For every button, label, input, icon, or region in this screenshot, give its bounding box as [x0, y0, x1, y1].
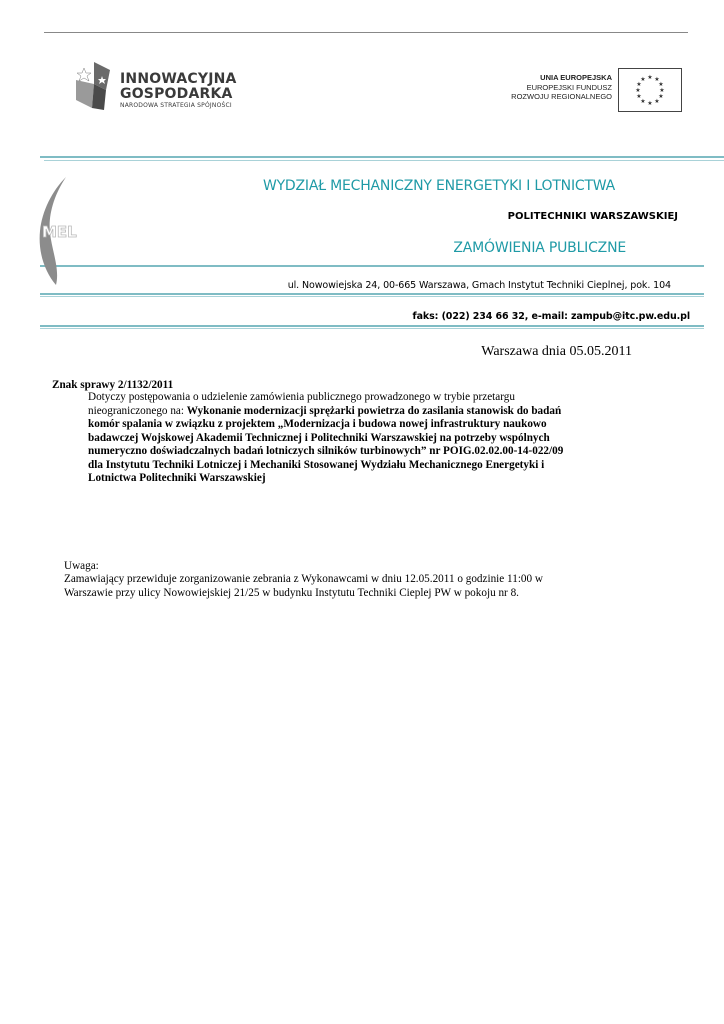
mel-logo-text: MEL: [42, 223, 77, 241]
svg-text:★: ★: [654, 76, 660, 83]
strategy-subtitle: NARODOWA STRATEGIA SPÓJNOŚCI: [120, 102, 232, 109]
contact-line: faks: (022) 234 66 32, e-mail: zampub@itc.pw.edu.pl: [412, 311, 690, 322]
mel-logo: [26, 175, 86, 287]
top-divider: [44, 32, 688, 33]
note-line-1: Zamawiający przewiduje zorganizowanie zebrania z Wykonawcami w dniu 12.05.2011 o godzinie 11:00 w: [64, 573, 543, 585]
svg-text:★: ★: [654, 98, 660, 105]
intro-line: Dotyczy postępowania o udzielenie zamówienia publicznego prowadzonego w trybie przetargu: [88, 391, 515, 403]
svg-text:★: ★: [635, 87, 641, 94]
svg-text:★: ★: [647, 100, 653, 107]
subject-line-2: komór spalania w związku z projektem „Modernizacja i budowa nowej infrastruktury naukowo: [88, 418, 547, 430]
subject-line-1: Wykonanie modernizacji sprężarki powietrza do zasilania stanowisk do badań: [186, 404, 562, 417]
svg-text:★: ★: [647, 74, 653, 81]
subject-line-5: dla Instytutu Techniki Lotniczej i Mechaniki Stosowanej Wydziału Mechanicznego Energetyki i: [88, 458, 545, 471]
svg-text:★: ★: [640, 98, 646, 105]
note-line-2: Warszawie przy ulicy Nowowiejskiej 21/25 w budynku Instytutu Techniki Cieplej PW w pokoju nr 8.: [64, 586, 519, 599]
header-rule-bottom: [40, 325, 704, 327]
svg-text:★: ★: [636, 93, 642, 100]
subject-line-6: Lotnictwa Politechniki Warszawskiej: [88, 472, 266, 484]
header-rule-bottom-thin: [40, 328, 704, 329]
university-name: POLITECHNIKI WARSZAWSKIEJ: [507, 211, 678, 222]
note-text: [64, 573, 604, 600]
svg-text:★: ★: [636, 81, 642, 88]
address-line: ul. Nowowiejska 24, 00-665 Warszawa, Gmach Instytut Techniki Cieplnej, pok. 104: [287, 280, 671, 291]
header-rule-top: [40, 156, 724, 158]
svg-text:★: ★: [640, 76, 646, 83]
svg-text:★: ★: [658, 81, 664, 88]
innowacyjna-gospodarka-emblem: [70, 60, 116, 116]
header-rule-address-thin: [40, 296, 704, 297]
innowacyjna-gospodarka-logo-text: INNOWACYJNA GOSPODARKA: [120, 71, 237, 102]
svg-text:★: ★: [658, 93, 664, 100]
letter-subject: [88, 391, 648, 486]
subject-line-4: numeryczno doświadczalnych badań lotniczych silników turbinowych” nr POIG.02.02.00-14-022/09: [88, 445, 564, 457]
subject-line-3: badawczej Wojskowej Akademii Technicznej i Politechniki Warszawskiej na potrzeby wspólnych: [88, 431, 550, 444]
intro-line-2: nieograniczonego na:: [88, 404, 187, 417]
note-label: Uwaga:: [64, 560, 99, 572]
subject-line-1-row: [88, 405, 648, 419]
eu-flag-icon: [618, 68, 682, 112]
svg-text:★: ★: [659, 87, 665, 94]
header-rule-top-thin: [44, 160, 724, 161]
eu-fund-logo-text: UNIA EUROPEJSKA EUROPEJSKI FUNDUSZ ROZWOJU REGIONALNEGO: [511, 73, 612, 101]
letter-date: Warszawa dnia 05.05.2011: [481, 344, 632, 359]
header-rule-address: [40, 293, 704, 295]
faculty-title: WYDZIAŁ MECHANICZNY ENERGETYKI I LOTNICTWA: [262, 178, 616, 194]
section-title: ZAMÓWIENIA PUBLICZNE: [453, 240, 626, 256]
header-rule-mid: [40, 265, 704, 267]
case-number: Znak sprawy 2/1132/2011: [52, 379, 174, 391]
